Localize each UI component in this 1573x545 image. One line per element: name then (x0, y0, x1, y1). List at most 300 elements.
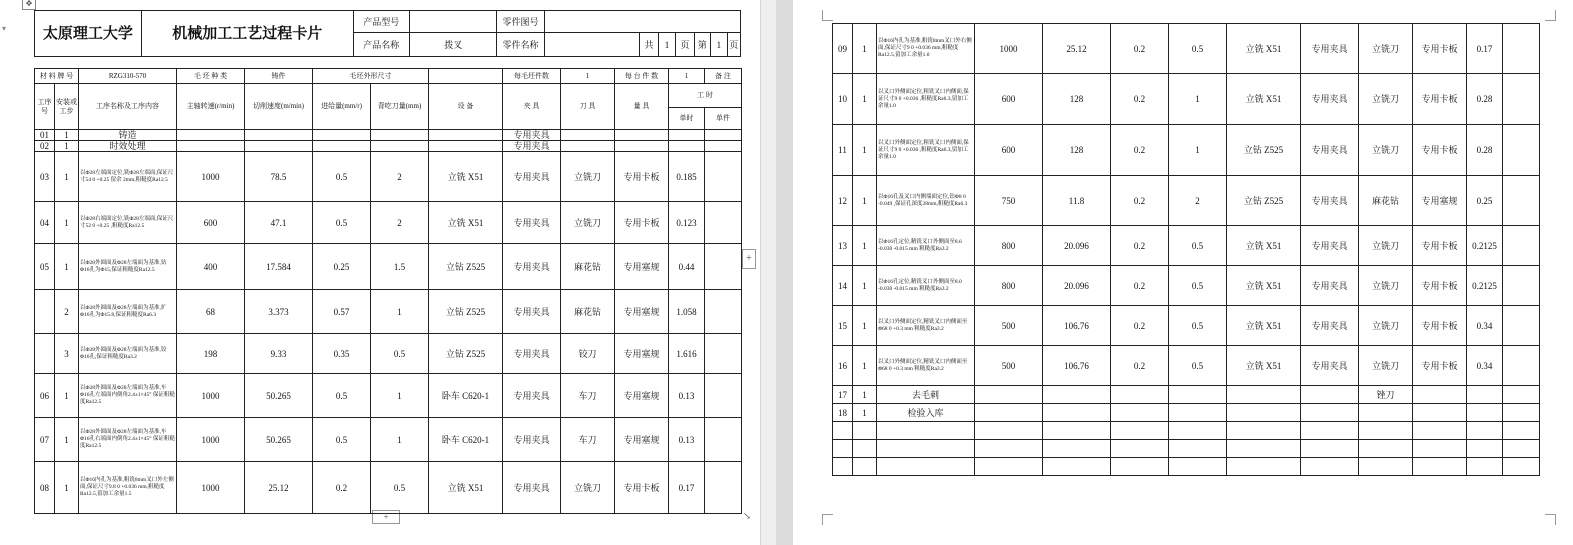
tool[interactable]: 麻花钻 (561, 244, 615, 290)
tool[interactable]: 立铣刀 (1359, 24, 1413, 74)
step-no[interactable]: 03 (35, 152, 55, 202)
fixture[interactable]: 专用夹具 (503, 152, 561, 202)
empty-cell[interactable] (1043, 458, 1111, 476)
gauge[interactable]: 专用卡板 (615, 202, 669, 244)
blank-size-value[interactable] (429, 69, 503, 84)
cut-speed[interactable]: 50.265 (245, 374, 313, 418)
cut-depth[interactable]: 2 (371, 202, 429, 244)
feed-rate[interactable]: 0.2 (1111, 176, 1169, 226)
step-content[interactable]: 以Φ16孔及叉口内侧端面定位,钻Φ8 0 -0.049 ,保证孔深度28mm,粗糙度Ra6.3 (877, 176, 975, 226)
empty-cell[interactable] (1227, 458, 1301, 476)
step-content[interactable]: 以Φ28外圆面及Φ28左端面为基准,车Φ16孔右端面内倒角2.4±1×45° 保证粗糙度Ra12.5 (79, 418, 177, 462)
sub-step[interactable]: 1 (853, 386, 877, 404)
single-time[interactable]: 0.2125 (1467, 226, 1503, 266)
feed-rate[interactable]: 0.35 (313, 334, 371, 374)
step-content[interactable]: 检验入库 (877, 404, 975, 422)
cut-depth[interactable] (1169, 404, 1227, 422)
empty-cell[interactable] (1413, 440, 1467, 458)
gauge[interactable] (615, 141, 669, 152)
fixture[interactable]: 专用夹具 (1301, 24, 1359, 74)
empty-cell[interactable] (1043, 422, 1111, 440)
sub-step[interactable]: 1 (55, 374, 79, 418)
feed-rate[interactable] (1111, 386, 1169, 404)
tool[interactable] (561, 130, 615, 141)
empty-cell[interactable] (1169, 458, 1227, 476)
spindle-speed[interactable]: 198 (177, 334, 245, 374)
step-content[interactable]: 以Φ16孔定位,精铣叉口外侧面至8.6 -0.030 -0.015 mm 粗糙度Ra3.2 (877, 226, 975, 266)
empty-cell[interactable] (877, 422, 975, 440)
feed-rate[interactable]: 0.5 (313, 152, 371, 202)
sub-step[interactable]: 1 (55, 130, 79, 141)
tool[interactable]: 立铣刀 (1359, 74, 1413, 125)
spindle-speed[interactable] (975, 386, 1043, 404)
feed-rate[interactable]: 0.2 (1111, 24, 1169, 74)
tool[interactable]: 立铣刀 (561, 462, 615, 514)
tool[interactable]: 立铣刀 (561, 202, 615, 244)
tool[interactable]: 立铣刀 (1359, 266, 1413, 306)
tool[interactable]: 立铣刀 (1359, 125, 1413, 176)
feed-rate[interactable]: 0.5 (313, 418, 371, 462)
gauge[interactable]: 专用塞规 (615, 290, 669, 334)
equipment[interactable]: 立铣 X51 (429, 152, 503, 202)
step-no[interactable]: 09 (833, 24, 853, 74)
unit-time[interactable] (1503, 74, 1540, 125)
step-content[interactable]: 铸造 (79, 130, 177, 141)
gauge[interactable]: 专用塞规 (1413, 176, 1467, 226)
cut-speed[interactable]: 106.76 (1043, 346, 1111, 386)
fixture[interactable]: 专用夹具 (503, 244, 561, 290)
sub-step[interactable]: 1 (853, 24, 877, 74)
empty-cell[interactable] (1111, 458, 1169, 476)
feed-rate[interactable]: 0.2 (1111, 346, 1169, 386)
empty-cell[interactable] (853, 422, 877, 440)
feed-rate[interactable] (1111, 404, 1169, 422)
spindle-speed[interactable]: 800 (975, 266, 1043, 306)
gauge[interactable]: 专用塞规 (615, 374, 669, 418)
fixture[interactable]: 专用夹具 (503, 290, 561, 334)
empty-cell[interactable] (1359, 440, 1413, 458)
empty-cell[interactable] (1111, 422, 1169, 440)
equipment[interactable]: 立铣 X51 (429, 462, 503, 514)
sub-step[interactable]: 1 (853, 346, 877, 386)
cut-depth[interactable]: 0.5 (1169, 24, 1227, 74)
empty-cell[interactable] (1169, 440, 1227, 458)
fixture[interactable]: 专用夹具 (1301, 176, 1359, 226)
feed-rate[interactable]: 0.5 (313, 374, 371, 418)
cut-depth[interactable]: 2 (1169, 176, 1227, 226)
step-content[interactable]: 以叉口外侧面定位,粗铣叉口内侧面,保证尺寸9 0 +0.036 ,粗糙度Ra6.3,留加工余量1.0 (877, 125, 975, 176)
step-no[interactable]: 07 (35, 418, 55, 462)
equipment[interactable]: 立钻 Z525 (1227, 176, 1301, 226)
step-content[interactable]: 以叉口外侧面定位,粗铣叉口内侧面,保证尺寸9 0 +0.036 ,粗糙度Ra6.3,留加工余量1.0 (877, 74, 975, 125)
empty-cell[interactable] (1413, 458, 1467, 476)
step-content[interactable]: 以Φ16孔定位,精铣叉口外侧面至8.0 -0.030 -0.015 mm 粗糙度Ra3.2 (877, 266, 975, 306)
step-no[interactable]: 13 (833, 226, 853, 266)
single-time[interactable] (1467, 386, 1503, 404)
sub-step[interactable]: 1 (55, 141, 79, 152)
gauge[interactable] (1413, 404, 1467, 422)
step-content[interactable]: 以叉口外侧面定位,精铣叉口内侧面至Φ68 0 +0.3 mm 粗糙度Ra3.2 (877, 306, 975, 346)
unit-time[interactable] (1503, 306, 1540, 346)
empty-cell[interactable] (1467, 458, 1503, 476)
step-no[interactable]: 18 (833, 404, 853, 422)
spindle-speed[interactable] (177, 130, 245, 141)
cut-speed[interactable]: 9.33 (245, 334, 313, 374)
tool[interactable]: 麻花钻 (561, 290, 615, 334)
empty-cell[interactable] (1359, 422, 1413, 440)
empty-cell[interactable] (1169, 422, 1227, 440)
cut-depth[interactable] (371, 141, 429, 152)
fixture[interactable]: 专用夹具 (503, 130, 561, 141)
tool[interactable]: 车刀 (561, 418, 615, 462)
fixture[interactable]: 专用夹具 (503, 418, 561, 462)
spindle-speed[interactable]: 500 (975, 306, 1043, 346)
empty-cell[interactable] (833, 422, 853, 440)
sub-step[interactable]: 1 (55, 202, 79, 244)
step-content[interactable]: 以Φ28右端面定位,铣Φ28左端面,保证尺寸52 0 +0.25 ,粗糙度Ra12.5 (79, 202, 177, 244)
single-time[interactable]: 0.34 (1467, 346, 1503, 386)
feed-rate[interactable]: 0.2 (1111, 125, 1169, 176)
equipment[interactable]: 卧车 C620-1 (429, 374, 503, 418)
fixture[interactable]: 专用夹具 (1301, 74, 1359, 125)
feed-rate[interactable]: 0.2 (1111, 226, 1169, 266)
empty-cell[interactable] (1111, 440, 1169, 458)
equipment[interactable] (1227, 404, 1301, 422)
equipment[interactable]: 立铣 X51 (1227, 306, 1301, 346)
single-time[interactable]: 0.2125 (1467, 266, 1503, 306)
per-blank-value[interactable]: 1 (561, 69, 615, 84)
step-no[interactable]: 10 (833, 74, 853, 125)
gauge[interactable]: 专用卡板 (1413, 226, 1467, 266)
cut-speed[interactable]: 17.584 (245, 244, 313, 290)
unit-time[interactable] (705, 244, 742, 290)
cut-speed[interactable]: 25.12 (245, 462, 313, 514)
fixture[interactable]: 专用夹具 (503, 462, 561, 514)
cut-depth[interactable] (1169, 386, 1227, 404)
spindle-speed[interactable]: 400 (177, 244, 245, 290)
sub-step[interactable]: 1 (55, 462, 79, 514)
empty-cell[interactable] (833, 458, 853, 476)
empty-cell[interactable] (975, 458, 1043, 476)
tool[interactable]: 车刀 (561, 374, 615, 418)
feed-rate[interactable]: 0.2 (1111, 306, 1169, 346)
fixture[interactable]: 专用夹具 (1301, 226, 1359, 266)
fixture[interactable]: 专用夹具 (1301, 125, 1359, 176)
cut-speed[interactable]: 25.12 (1043, 24, 1111, 74)
step-no[interactable]: 12 (833, 176, 853, 226)
spindle-speed[interactable]: 1000 (177, 152, 245, 202)
part-drawing-value[interactable] (544, 11, 740, 33)
cut-depth[interactable]: 0.5 (1169, 306, 1227, 346)
tool[interactable]: 立铣刀 (1359, 346, 1413, 386)
cut-speed[interactable]: 3.373 (245, 290, 313, 334)
cut-speed[interactable]: 50.265 (245, 418, 313, 462)
unit-time[interactable] (705, 152, 742, 202)
fixture[interactable]: 专用夹具 (503, 141, 561, 152)
single-time[interactable]: 0.185 (669, 152, 705, 202)
unit-time[interactable] (705, 374, 742, 418)
spindle-speed[interactable] (177, 141, 245, 152)
spindle-speed[interactable]: 800 (975, 226, 1043, 266)
spindle-speed[interactable]: 750 (975, 176, 1043, 226)
cut-speed[interactable] (1043, 404, 1111, 422)
sub-step[interactable]: 1 (55, 244, 79, 290)
per-unit-value[interactable]: 1 (669, 69, 705, 84)
empty-cell[interactable] (1503, 440, 1540, 458)
gauge[interactable]: 专用卡板 (1413, 125, 1467, 176)
step-content[interactable]: 以Φ28左端面定位,铣Φ28左端面,保证尺寸54 0 +0.25 留余 2mm,粗糙度Ra12.5 (79, 152, 177, 202)
empty-cell[interactable] (1301, 440, 1359, 458)
unit-time[interactable] (705, 130, 742, 141)
fixture[interactable]: 专用夹具 (1301, 306, 1359, 346)
empty-cell[interactable] (1359, 458, 1413, 476)
sub-step[interactable]: 1 (853, 226, 877, 266)
single-time[interactable]: 0.123 (669, 202, 705, 244)
cut-speed[interactable]: 20.096 (1043, 226, 1111, 266)
single-time[interactable]: 0.25 (1467, 176, 1503, 226)
step-no[interactable]: 01 (35, 130, 55, 141)
cut-speed[interactable] (245, 141, 313, 152)
step-no[interactable]: 17 (833, 386, 853, 404)
spindle-speed[interactable]: 600 (975, 125, 1043, 176)
gauge[interactable]: 专用塞规 (615, 334, 669, 374)
part-name-value[interactable] (544, 33, 640, 57)
product-name-value[interactable]: 拨叉 (410, 33, 497, 57)
unit-time[interactable] (705, 202, 742, 244)
gauge[interactable] (1413, 386, 1467, 404)
sub-step[interactable]: 1 (853, 404, 877, 422)
spindle-speed[interactable]: 1000 (177, 418, 245, 462)
total-pages[interactable]: 1 (658, 33, 675, 57)
sub-step[interactable]: 1 (853, 266, 877, 306)
step-content[interactable]: 时效处理 (79, 141, 177, 152)
feed-rate[interactable]: 0.2 (1111, 74, 1169, 125)
fixture[interactable] (1301, 386, 1359, 404)
equipment[interactable]: 立铣 X51 (1227, 266, 1301, 306)
cut-depth[interactable]: 2 (371, 152, 429, 202)
feed-rate[interactable]: 0.25 (313, 244, 371, 290)
cut-speed[interactable] (245, 130, 313, 141)
cut-speed[interactable]: 128 (1043, 74, 1111, 125)
step-no[interactable]: 15 (833, 306, 853, 346)
cut-depth[interactable]: 1 (1169, 74, 1227, 125)
fixture[interactable] (1301, 404, 1359, 422)
single-time[interactable] (669, 130, 705, 141)
cut-speed[interactable]: 20.096 (1043, 266, 1111, 306)
tool[interactable]: 立铣刀 (561, 152, 615, 202)
collapse-icon[interactable]: ▾ (2, 24, 7, 33)
single-time[interactable]: 0.13 (669, 418, 705, 462)
step-content[interactable]: 以Φ28外圆面及Φ28左端面为基准,钻Φ16孔为Φ15,保证粗糙度Ra12.5 (79, 244, 177, 290)
blank-type-value[interactable]: 铸件 (245, 69, 313, 84)
cut-depth[interactable] (371, 130, 429, 141)
step-no[interactable]: 14 (833, 266, 853, 306)
add-row-button[interactable]: + (372, 510, 400, 524)
empty-cell[interactable] (1227, 440, 1301, 458)
cut-depth[interactable]: 1 (371, 290, 429, 334)
unit-time[interactable] (1503, 226, 1540, 266)
feed-rate[interactable]: 0.2 (1111, 266, 1169, 306)
single-time[interactable]: 0.17 (669, 462, 705, 514)
empty-cell[interactable] (1301, 422, 1359, 440)
tool[interactable]: 锉刀 (1359, 386, 1413, 404)
cut-depth[interactable]: 0.5 (371, 334, 429, 374)
equipment[interactable]: 立铣 X51 (1227, 74, 1301, 125)
cut-depth[interactable]: 1 (371, 374, 429, 418)
equipment[interactable]: 立铣 X51 (1227, 346, 1301, 386)
gauge[interactable]: 专用卡板 (1413, 74, 1467, 125)
unit-time[interactable] (705, 141, 742, 152)
cut-speed[interactable]: 11.8 (1043, 176, 1111, 226)
gauge[interactable]: 专用卡板 (615, 462, 669, 514)
step-content[interactable]: 以Φ16内孔为基准,粗铣8mm叉口外左侧面,保证尺寸9.8 0 +0.036 mm,粗糙度Ra12.5,留加工余量1.5 (79, 462, 177, 514)
step-content[interactable]: 以Φ28外圆面及Φ28左端面为基准,扩Φ16孔为Φ15.8,保证粗糙度Ra6.3 (79, 290, 177, 334)
equipment[interactable] (1227, 386, 1301, 404)
unit-time[interactable] (705, 334, 742, 374)
empty-cell[interactable] (1467, 440, 1503, 458)
equipment[interactable]: 立铣 X51 (1227, 226, 1301, 266)
step-no[interactable]: 05 (35, 244, 55, 290)
cut-depth[interactable]: 0.5 (1169, 266, 1227, 306)
unit-time[interactable] (705, 418, 742, 462)
cut-depth[interactable]: 0.5 (371, 462, 429, 514)
gauge[interactable]: 专用卡板 (1413, 24, 1467, 74)
sub-step[interactable]: 1 (853, 306, 877, 346)
sub-step[interactable]: 1 (55, 152, 79, 202)
step-content[interactable]: 以Φ28外圆面及Φ28左端面为基准,车Φ16孔左端面内倒角2.4±1×45° 保证粗糙度Ra12.5 (79, 374, 177, 418)
empty-cell[interactable] (853, 440, 877, 458)
spindle-speed[interactable]: 500 (975, 346, 1043, 386)
empty-cell[interactable] (975, 440, 1043, 458)
feed-rate[interactable] (313, 141, 371, 152)
fixture[interactable]: 专用夹具 (503, 202, 561, 244)
add-column-button[interactable]: + (742, 249, 756, 269)
equipment[interactable] (429, 130, 503, 141)
gauge[interactable]: 专用塞规 (615, 418, 669, 462)
unit-time[interactable] (1503, 24, 1540, 74)
empty-cell[interactable] (877, 458, 975, 476)
empty-cell[interactable] (1503, 422, 1540, 440)
empty-cell[interactable] (833, 440, 853, 458)
tool[interactable]: 立铣刀 (1359, 306, 1413, 346)
empty-cell[interactable] (1301, 458, 1359, 476)
single-time[interactable]: 0.34 (1467, 306, 1503, 346)
empty-cell[interactable] (1413, 422, 1467, 440)
step-no[interactable]: 06 (35, 374, 55, 418)
gauge[interactable]: 专用卡板 (615, 152, 669, 202)
unit-time[interactable] (1503, 176, 1540, 226)
single-time[interactable]: 0.13 (669, 374, 705, 418)
unit-time[interactable] (1503, 266, 1540, 306)
unit-time[interactable] (705, 290, 742, 334)
empty-cell[interactable] (853, 458, 877, 476)
sub-step[interactable]: 1 (55, 418, 79, 462)
spindle-speed[interactable]: 600 (177, 202, 245, 244)
step-no[interactable]: 02 (35, 141, 55, 152)
spindle-speed[interactable]: 1000 (177, 462, 245, 514)
unit-time[interactable] (1503, 125, 1540, 176)
single-time[interactable] (669, 141, 705, 152)
unit-time[interactable] (705, 462, 742, 514)
step-no[interactable]: 16 (833, 346, 853, 386)
spindle-speed[interactable]: 68 (177, 290, 245, 334)
tool[interactable]: 铰刀 (561, 334, 615, 374)
cut-depth[interactable]: 1.5 (371, 244, 429, 290)
gauge[interactable]: 专用卡板 (1413, 266, 1467, 306)
cut-speed[interactable]: 78.5 (245, 152, 313, 202)
empty-cell[interactable] (1043, 440, 1111, 458)
step-content[interactable]: 以Φ16内孔为基准,粗铣8mm叉口外右侧面,保证尺寸9 0 +0.036 mm,粗糙度Ra12.5,留加工余量1.0 (877, 24, 975, 74)
sub-step[interactable]: 1 (853, 125, 877, 176)
single-time[interactable]: 1.616 (669, 334, 705, 374)
equipment[interactable]: 立铣 X51 (429, 202, 503, 244)
step-no[interactable]: 11 (833, 125, 853, 176)
unit-time[interactable] (1503, 404, 1540, 422)
fixture[interactable]: 专用夹具 (1301, 346, 1359, 386)
cut-depth[interactable]: 0.5 (1169, 226, 1227, 266)
spindle-speed[interactable]: 1000 (975, 24, 1043, 74)
empty-cell[interactable] (1503, 458, 1540, 476)
sub-step[interactable]: 1 (853, 176, 877, 226)
feed-rate[interactable]: 0.2 (313, 462, 371, 514)
single-time[interactable]: 1.058 (669, 290, 705, 334)
cut-speed[interactable]: 106.76 (1043, 306, 1111, 346)
single-time[interactable] (1467, 404, 1503, 422)
equipment[interactable] (429, 141, 503, 152)
step-content[interactable]: 以叉口外侧面定位,精铣叉口内侧面至Φ68 0 +0.3 mm 粗糙度Ra3.2 (877, 346, 975, 386)
single-time[interactable]: 0.44 (669, 244, 705, 290)
spindle-speed[interactable]: 600 (975, 74, 1043, 125)
fixture[interactable]: 专用夹具 (503, 334, 561, 374)
sub-step[interactable]: 2 (55, 290, 79, 334)
single-time[interactable]: 0.28 (1467, 74, 1503, 125)
step-no[interactable]: 04 (35, 202, 55, 244)
spindle-speed[interactable]: 1000 (177, 374, 245, 418)
tool[interactable]: 立铣刀 (1359, 226, 1413, 266)
tool[interactable] (561, 141, 615, 152)
spindle-speed[interactable] (975, 404, 1043, 422)
cut-speed[interactable]: 128 (1043, 125, 1111, 176)
cut-depth[interactable]: 1 (1169, 125, 1227, 176)
fixture[interactable]: 专用夹具 (503, 374, 561, 418)
step-no[interactable] (35, 334, 55, 374)
sub-step[interactable]: 1 (853, 74, 877, 125)
unit-time[interactable] (1503, 386, 1540, 404)
material-grade-value[interactable]: RZG310-570 (79, 69, 177, 84)
feed-rate[interactable] (313, 130, 371, 141)
feed-rate[interactable]: 0.5 (313, 202, 371, 244)
empty-cell[interactable] (877, 440, 975, 458)
cut-speed[interactable] (1043, 386, 1111, 404)
cut-speed[interactable]: 47.1 (245, 202, 313, 244)
sub-step[interactable]: 3 (55, 334, 79, 374)
gauge[interactable]: 专用塞规 (615, 244, 669, 290)
equipment[interactable]: 立钻 Z525 (1227, 125, 1301, 176)
product-model-value[interactable] (410, 11, 497, 33)
step-content[interactable]: 以Φ28外圆面及Φ28左端面为基准,铰Φ16孔,保证粗糙度Ra3.2 (79, 334, 177, 374)
equipment[interactable]: 立钻 Z525 (429, 244, 503, 290)
table-move-icon[interactable]: ✥ (22, 0, 36, 10)
unit-time[interactable] (1503, 346, 1540, 386)
tool[interactable] (1359, 404, 1413, 422)
table-resize-icon[interactable]: ↘ (742, 511, 752, 522)
gauge[interactable]: 专用卡板 (1413, 306, 1467, 346)
equipment[interactable]: 立铣 X51 (1227, 24, 1301, 74)
step-no[interactable] (35, 290, 55, 334)
cut-depth[interactable]: 0.5 (1169, 346, 1227, 386)
tool[interactable]: 麻花钻 (1359, 176, 1413, 226)
gauge[interactable]: 专用卡板 (1413, 346, 1467, 386)
